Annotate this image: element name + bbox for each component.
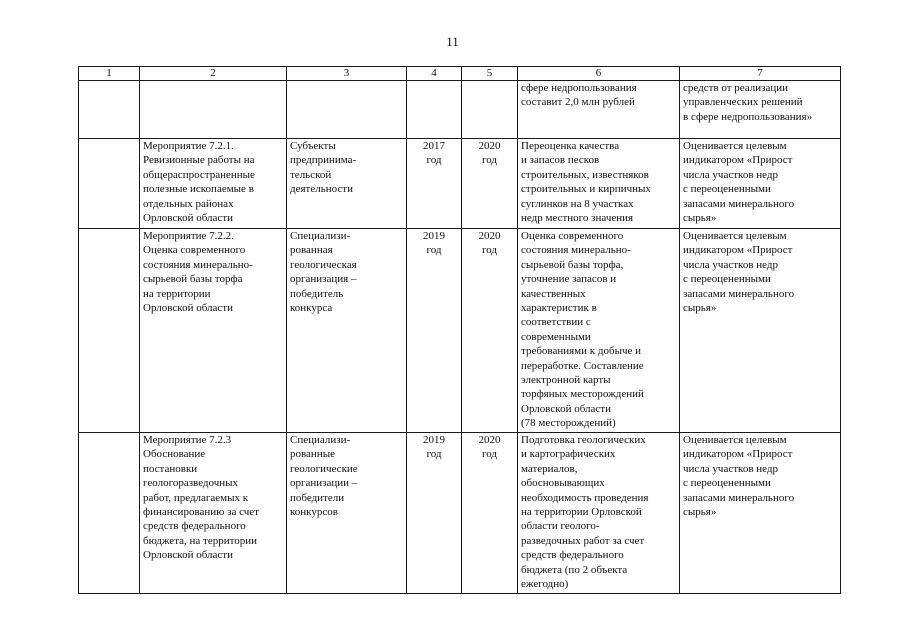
row-number-cell	[79, 139, 140, 229]
start-year-cell	[407, 81, 462, 139]
indicator-link-cell: Оценивается целевым индикатором «Прирост числа участков недр с переоцененными запасами минерального сырья»	[680, 139, 841, 229]
column-number-row	[79, 67, 841, 81]
row-number-cell	[79, 229, 140, 433]
column-number-header: 2	[140, 67, 287, 81]
indicator-link-cell: Оценивается целевым индикатором «Прирост числа участков недр с переоцененными запасами минерального сырья»	[680, 433, 841, 594]
end-year-cell	[462, 81, 518, 139]
row-number-cell	[79, 433, 140, 594]
column-number-header: 5	[462, 67, 518, 81]
column-number-header: 1	[79, 67, 140, 81]
column-number-header: 6	[518, 67, 680, 81]
indicator-link-cell: Оценивается целевым индикатором «Прирост числа участков недр с переоцененными запасами минерального сырья»	[680, 229, 841, 433]
expected-result-cell: Подготовка геологических и картографических материалов, обосновывающих необходимость проведения на территории Орловской области геолого- разведочных работ за счет средств федерального бюджета (по 2 объекта ежегодно)	[518, 433, 680, 594]
start-year-cell: 2019 год	[407, 433, 462, 594]
column-number-header: 3	[287, 67, 407, 81]
row-number-cell	[79, 81, 140, 139]
table-row	[79, 433, 841, 594]
expected-result-cell: Переоценка качества и запасов песков строительных, известняков строительных и кирпичных суглинков на 8 участках недр местного значения	[518, 139, 680, 229]
end-year-cell: 2020 год	[462, 139, 518, 229]
table-row	[79, 81, 841, 139]
executor-cell	[287, 81, 407, 139]
column-number-header: 4	[407, 67, 462, 81]
table-row	[79, 139, 841, 229]
program-activities-table	[78, 66, 841, 594]
start-year-cell: 2017 год	[407, 139, 462, 229]
executor-cell: Субъекты предпринима- тельской деятельности	[287, 139, 407, 229]
start-year-cell: 2019 год	[407, 229, 462, 433]
activity-name-cell: Мероприятие 7.2.3 Обоснование постановки геологоразведочных работ, предлагаемых к финансированию за счет средств федерального бюджета, на территории Орловской области	[140, 433, 287, 594]
end-year-cell: 2020 год	[462, 229, 518, 433]
end-year-cell: 2020 год	[462, 433, 518, 594]
indicator-link-cell: средств от реализации управленческих решений в сфере недропользования»	[680, 81, 841, 139]
page-number: 11	[446, 34, 459, 49]
expected-result-cell: сфере недропользования составит 2,0 млн рублей	[518, 81, 680, 139]
executor-cell: Специализи- рованная геологическая организация – победитель конкурса	[287, 229, 407, 433]
executor-cell: Специализи- рованные геологические организации – победители конкурсов	[287, 433, 407, 594]
activity-name-cell: Мероприятие 7.2.2. Оценка современного состояния минерально- сырьевой базы торфа на территории Орловской области	[140, 229, 287, 433]
activity-name-cell	[140, 81, 287, 139]
column-number-header: 7	[680, 67, 841, 81]
expected-result-cell: Оценка современного состояния минерально- сырьевой базы торфа, уточнение запасов и качественных характеристик в соответствии с современными требованиями к добыче и переработке. Составление электронной карты торфяных месторождений Орловской области (78 месторождений)	[518, 229, 680, 433]
activity-name-cell: Мероприятие 7.2.1. Ревизионные работы на общераспространенные полезные ископаемые в отдельных районах Орловской области	[140, 139, 287, 229]
table-row	[79, 229, 841, 433]
